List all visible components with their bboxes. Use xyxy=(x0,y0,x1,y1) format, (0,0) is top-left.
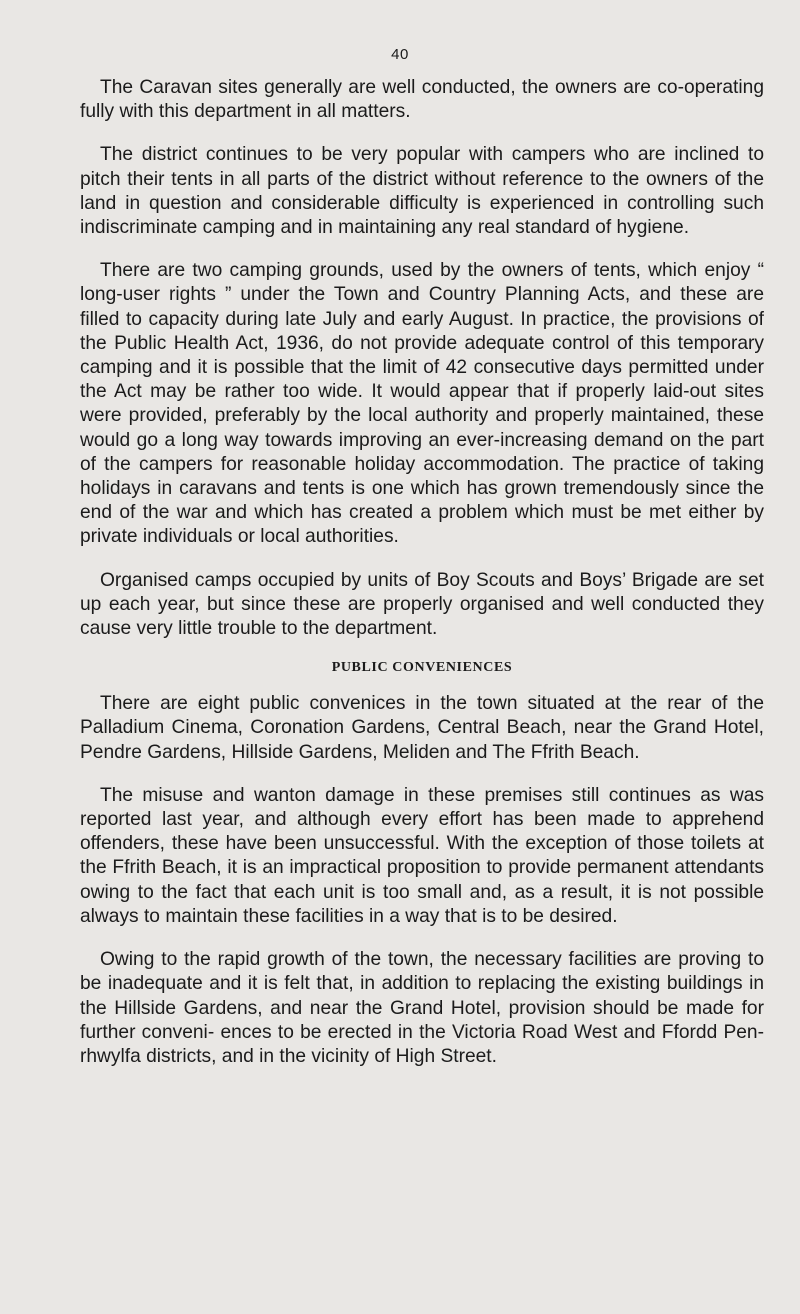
paragraph-campers: The district continues to be very popular with campers who are inclined to pitch their tents in all parts of the district without reference to the owners of the land in question and considerable difficulty is experienced in controlling such indiscriminate camping and in maintaining any real standard of hygiene. xyxy=(80,144,764,239)
paragraph-conveniences-locations: There are eight public convenices in the town situated at the rear of the Palladium Cinema, Coronation Gardens, Central Beach, near the Grand Hotel, Pendre Gardens, Hillside Gardens, Meliden and The Ffrith Beach. xyxy=(80,693,764,763)
paragraph-organised-camps: Organised camps occupied by units of Boy Scouts and Boys’ Brigade are set up each year, but since these are properly organised and well conducted they cause very little trouble to the department. xyxy=(80,569,764,640)
body-text xyxy=(80,76,764,1088)
section-heading-public-conveniences: PUBLIC CONVENIENCES xyxy=(331,660,513,676)
paragraph-camping-grounds: There are two camping grounds, used by the owners of tents, which enjoy “ long-user rights ” under the Town and Country Planning Acts, and these are filled to capacity during late July and early August. In practice, the provisions of the Public Health Act, 1936, do not provide adequate control of this temporary camping and it is possible that the limit of 42 consecutive days permitted under the Act may be rather too wide. It would appear that if properly laid-out sites were provided, preferably by the local authority and properly maintained, these would go a long way towards improving an ever-increasing demand on the part of the campers for reasonable holiday accommodation. The practice of taking holidays in caravans and tents is one which has grown tremendously since the end of the war and which has created a problem which must be met either by private individuals or local authorities. xyxy=(80,260,764,548)
paragraph-caravan-sites: The Caravan sites generally are well conducted, the owners are co-operating fully with this department in all matters. xyxy=(80,77,764,123)
paragraph-rapid-growth: Owing to the rapid growth of the town, the necessary facilities are proving to be inadequate and it is felt that, in addition to replacing the existing buildings in the Hillside Gardens, and near the Grand Hotel, provision should be made for further conveni- ences to be erected in the Victoria Road West and Ffordd Pen- rhwylfa districts, and in the vicinity of High Street. xyxy=(80,949,764,1067)
paragraph-misuse-damage: The misuse and wanton damage in these premises still continues as was reported last year, and although every effort has been made to apprehend offenders, these have been unsuccessful. With the exception of those toilets at the Ffrith Beach, it is an impractical proposition to provide permanent attendants owing to the fact that each unit is too small and, as a result, it is not possible always to maintain these facilities in a way that is to be desired. xyxy=(80,784,764,927)
page-number: 40 xyxy=(391,46,409,63)
